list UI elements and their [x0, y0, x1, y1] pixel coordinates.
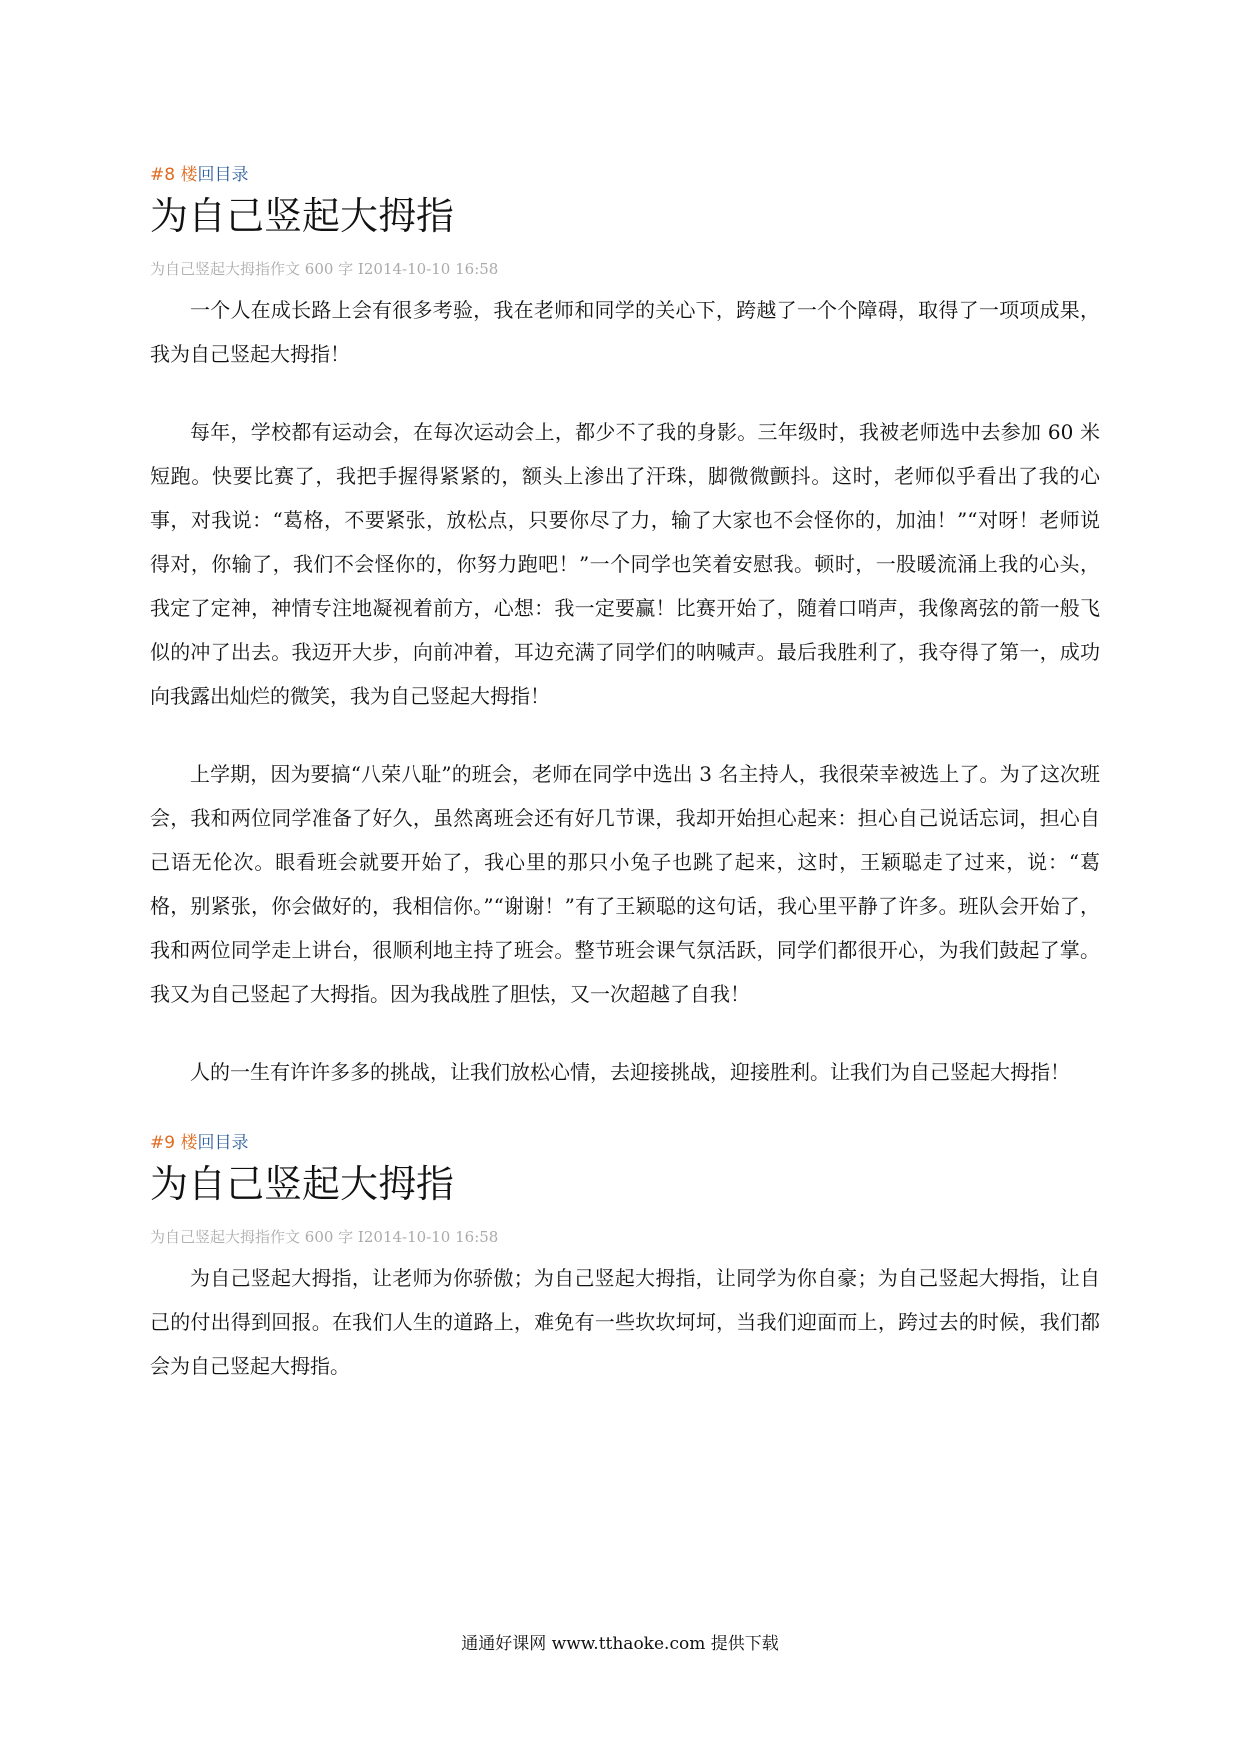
paragraph: 人的一生有许许多多的挑战，让我们放松心情，去迎接挑战，迎接胜利。让我们为自己竖起大拇指！ [190, 1060, 1070, 1084]
post-meta: 为自己竖起大拇指作文 600 字 I2014-10-10 16:58 [150, 260, 499, 278]
paragraph: 上学期，因为要搞“八荣八耻”的班会，老师在同学中选出 3 名主持人，我很荣幸被选上了。为了这次班会，我和两位同学准备了好久，虽然离班会还有好几节课，我却开始担心起来：担心自己说话忘词，担心自己语无伦次。眼看班会就要开始了，我心里的那只小兔子也跳了起来，这时，王颖聪走了过来，说：“葛格，别紧张，你会做好的，我相信你。”“谢谢！”有了王颖聪的这句话，我心里平静了许多。班队会开始了，我和两位同学走上讲台，很顺利地主持了班会。整节班会课气氛活跃，同学们都很开心，为我们鼓起了掌。我又为自己竖起了大拇指。因为我战胜了胆怯，又一次超越了自我！ [150, 762, 1100, 1006]
post-nav [150, 1130, 1100, 1156]
post-floor-9 [150, 1130, 1100, 1388]
paragraph: 一个人在成长路上会有很多考验，我在老师和同学的关心下，跨越了一个个障碍，取得了一项项成果，我为自己竖起大拇指！ [150, 298, 1100, 366]
post-floor-8 [150, 162, 1100, 1094]
post-title: 为自己竖起大拇指 [150, 194, 455, 238]
back-to-contents-link[interactable]: 回目录 [197, 1133, 249, 1153]
post-title: 为自己竖起大拇指 [150, 1162, 455, 1206]
post-meta: 为自己竖起大拇指作文 600 字 I2014-10-10 16:58 [150, 1228, 499, 1246]
paragraph: 为自己竖起大拇指，让老师为你骄傲；为自己竖起大拇指，让同学为你自豪；为自己竖起大拇指，让自己的付出得到回报。在我们人生的道路上，难免有一些坎坎坷坷，当我们迎面而上，跨过去的时候，我们都会为自己竖起大拇指。 [150, 1266, 1100, 1378]
back-to-contents-link[interactable]: 回目录 [197, 165, 249, 185]
post-body [150, 288, 1100, 1094]
post-body [150, 1256, 1100, 1388]
document-page [150, 162, 1100, 1388]
floor-number: #8 楼 [150, 165, 198, 185]
floor-number: #9 楼 [150, 1133, 198, 1153]
page-footer: 通通好课网 www.tthaoke.com 提供下载 [461, 1634, 779, 1654]
paragraph: 每年，学校都有运动会，在每次运动会上，都少不了我的身影。三年级时，我被老师选中去参加 60 米短跑。快要比赛了，我把手握得紧紧的，额头上渗出了汗珠，脚微微颤抖。这时，老师似乎看出了我的心事，对我说：“葛格，不要紧张，放松点，只要你尽了力，输了大家也不会怪你的，加油！”“对呀！老师说得对，你输了，我们不会怪你的，你努力跑吧！”一个同学也笑着安慰我。顿时，一股暖流涌上我的心头，我定了定神，神情专注地凝视着前方，心想：我一定要赢！比赛开始了，随着口哨声，我像离弦的箭一般飞似的冲了出去。我迈开大步，向前冲着，耳边充满了同学们的呐喊声。最后我胜利了，我夺得了第一，成功向我露出灿烂的微笑，我为自己竖起大拇指！ [150, 420, 1100, 708]
post-nav [150, 162, 1100, 188]
